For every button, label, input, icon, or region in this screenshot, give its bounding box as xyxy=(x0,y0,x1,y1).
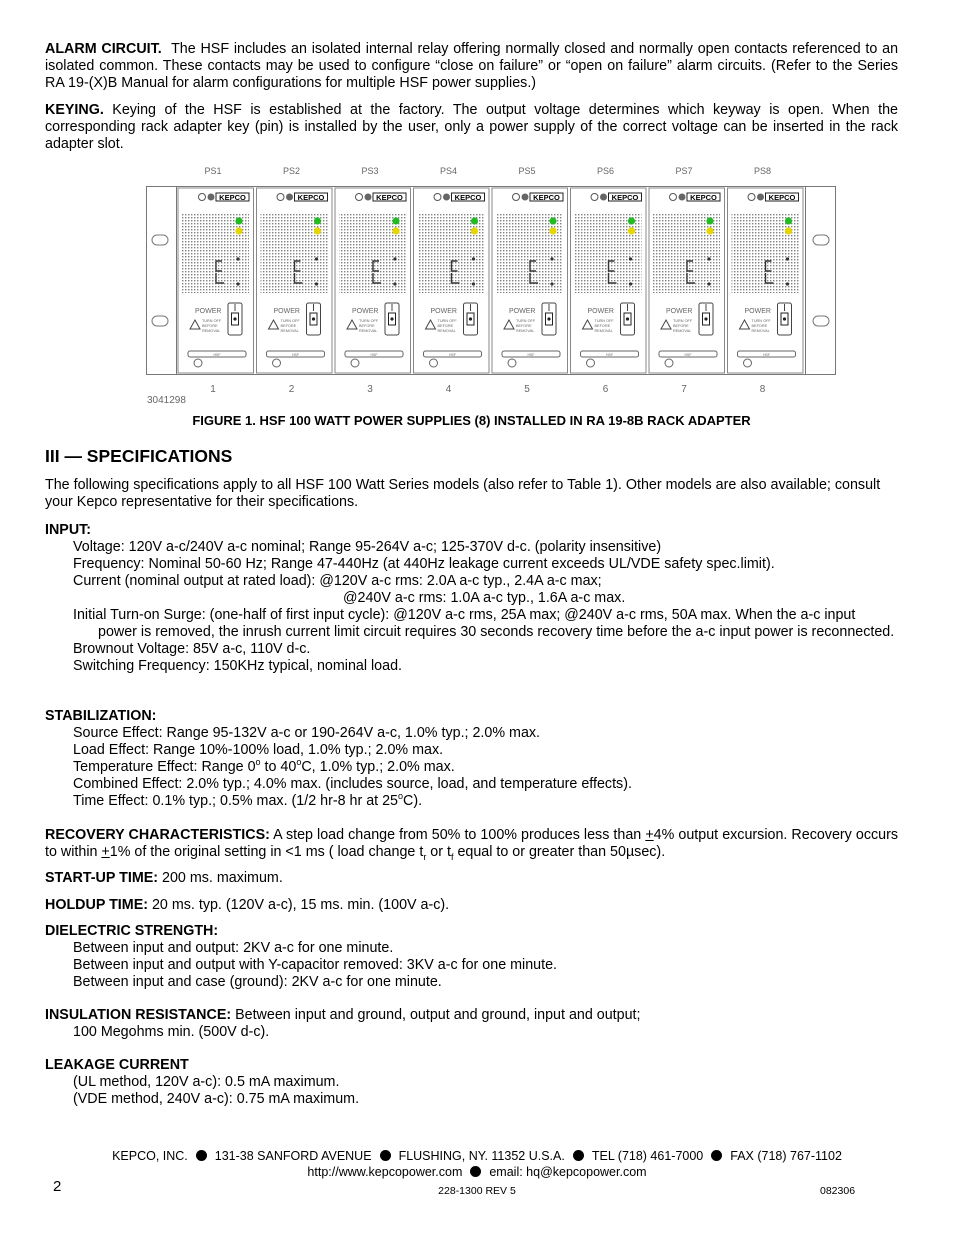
stabilization-combined: Combined Effect: 2.0% typ.; 4.0% max. (includes source, load, and temperature effects). xyxy=(73,776,632,792)
switch-dot-icon xyxy=(783,317,786,320)
input-brownout: Brownout Voltage: 85V a-c, 110V d-c. xyxy=(73,641,311,657)
led-yellow-icon xyxy=(549,227,556,234)
adjust-screw-icon xyxy=(472,282,475,285)
keying-paragraph xyxy=(45,102,898,153)
led-yellow-icon xyxy=(628,227,635,234)
warning-text: REMOVAL xyxy=(359,329,378,333)
input-voltage: Voltage: 120V a-c/240V a-c nominal; Range 95-264V a-c; 125-370V d-c. (polarity insensitive) xyxy=(73,539,662,555)
bullet-icon xyxy=(196,1150,207,1161)
alarm-circuit-paragraph xyxy=(45,41,898,92)
adjust-screw-icon xyxy=(550,257,553,260)
startup-heading: START-UP TIME: xyxy=(45,870,159,886)
model-tag: HSF xyxy=(684,353,692,357)
adjust-screw-icon xyxy=(315,257,318,260)
insulation-spec: INSULATION RESISTANCE: Between input and ground, output and ground, input and output; 100 Megohms min. (500V d-c). xyxy=(45,1007,898,1041)
brand-label: KEPCO xyxy=(533,193,560,202)
input-surge: Initial Turn-on Surge: (one-half of first input cycle): @120V a-c rms, 25A max; @240V a-c rms, 50A max. When the a-c input power is removed, the inrush current limit circuit requires 30 seconds recovery time before the a-c input power is reconnected. xyxy=(73,607,895,640)
alarm-heading: ALARM CIRCUIT. xyxy=(45,41,162,57)
warning-text: TURN OFF xyxy=(202,319,222,323)
bullet-icon xyxy=(573,1150,584,1161)
adjust-screw-icon xyxy=(707,257,710,260)
slot-number: 7 xyxy=(681,384,687,395)
model-tag: HSF xyxy=(292,353,299,357)
section-intro: The following specifications apply to all HSF 100 Watt Series models (also refer to Table 1). Other models are also available; consult your Kepco representative for their specifications. xyxy=(45,477,881,510)
slot-label: PS1 xyxy=(204,166,222,176)
insulation-heading: INSULATION RESISTANCE: xyxy=(45,1007,232,1023)
led-green-icon xyxy=(706,217,713,224)
slot-label: PS3 xyxy=(361,166,379,176)
adjust-screw-icon xyxy=(786,282,789,285)
warning-text: REMOVAL xyxy=(751,329,770,333)
adjust-screw-icon xyxy=(707,282,710,285)
model-tag: HSF xyxy=(606,353,613,357)
model-tag: HSF xyxy=(213,353,221,357)
kepco-logo-icon xyxy=(522,194,529,201)
brand-label: KEPCO xyxy=(219,193,246,202)
slot-number: 8 xyxy=(759,384,766,395)
led-yellow-icon xyxy=(471,227,478,234)
model-tag: HSF xyxy=(449,353,456,357)
switch-dot-icon xyxy=(704,317,707,320)
slot-number: 4 xyxy=(445,384,452,395)
power-supply-module xyxy=(571,166,647,395)
page-number: 2 xyxy=(53,1178,62,1195)
insulation-line-2: 100 Megohms min. (500V d-c). xyxy=(73,1024,270,1040)
adjust-screw-icon xyxy=(629,282,632,285)
warning-text: REMOVAL xyxy=(280,329,299,333)
model-tag: HSF xyxy=(763,353,770,357)
recovery-spec: RECOVERY CHARACTERISTICS: A step load change from 50% to 100% produces less than +4% output excursion. Recovery occurs to within +1% of the original setting in <1 ms ( load change $t_r$ or $t_f$ equal to or greater than 50µsec). xyxy=(45,827,898,862)
input-frequency: Frequency: Nominal 50-60 Hz; Range 47-440Hz (at 440Hz leakage current exceeds UL/VDE safety spec.limit). xyxy=(73,556,775,572)
led-green-icon xyxy=(314,217,321,224)
kepco-logo-icon xyxy=(757,194,764,201)
input-current-2: @240V a-c rms: 1.0A a-c typ., 1.6A a-c max. xyxy=(343,590,626,606)
power-supply-module xyxy=(335,166,411,395)
slot-label: PS2 xyxy=(282,166,301,176)
power-supply-module xyxy=(649,166,725,395)
power-label: POWER xyxy=(195,308,222,315)
brand-label: KEPCO xyxy=(376,193,403,202)
stabilization-temperature: Temperature Effect: Range 0$^o$ to 40$^o$C, 1.0% typ.; 2.0% max. xyxy=(73,757,455,775)
brand-label: KEPCO xyxy=(768,193,796,202)
keying-heading: KEYING. xyxy=(45,102,104,118)
power-label: POWER xyxy=(666,308,693,315)
figure-caption: FIGURE 1. HSF 100 WATT POWER SUPPLIES (8) INSTALLED IN RA 19-8B RACK ADAPTER xyxy=(192,413,751,428)
slot-label: PS8 xyxy=(753,166,772,176)
bullet-icon xyxy=(711,1150,722,1161)
slot-label: PS5 xyxy=(518,166,536,176)
doc-number: 228-1300 REV 5 xyxy=(438,1185,516,1197)
adjust-screw-icon xyxy=(393,257,396,260)
warning-text: TURN OFF xyxy=(359,319,379,323)
led-yellow-icon xyxy=(785,227,792,234)
model-tag: HSF xyxy=(370,353,378,357)
footer-email-link[interactable]: email: hq@kepcopower.com xyxy=(489,1165,647,1179)
warning-text: TURN OFF xyxy=(280,319,300,323)
adjust-screw-icon xyxy=(472,257,475,260)
mount-hole xyxy=(152,235,168,245)
leakage-heading: LEAKAGE CURRENT xyxy=(45,1057,189,1073)
stabilization-load: Load Effect: Range 10%-100% load, 1.0% typ.; 2.0% max. xyxy=(73,742,444,758)
power-label: POWER xyxy=(509,308,536,315)
power-label: POWER xyxy=(744,308,771,315)
section-title: III — SPECIFICATIONS xyxy=(45,446,233,466)
warning-text: REMOVAL xyxy=(594,329,613,333)
led-green-icon xyxy=(549,217,556,224)
slot-label: PS7 xyxy=(675,166,693,176)
date-code: 082306 xyxy=(820,1185,856,1197)
footer-tel: TEL (718) 461-7000 xyxy=(591,1149,704,1163)
power-label: POWER xyxy=(273,308,300,315)
footer-web-line xyxy=(0,1164,954,1181)
footer-contact-line xyxy=(0,1148,954,1165)
kepco-logo-icon xyxy=(679,194,686,201)
brand-label: KEPCO xyxy=(690,193,717,202)
mount-hole xyxy=(152,316,168,326)
rack-adapter-figure xyxy=(146,163,836,409)
stabilization-heading: STABILIZATION: xyxy=(45,708,157,724)
input-heading: INPUT: xyxy=(45,522,92,538)
warning-text: TURN OFF xyxy=(673,319,693,323)
footer-web-link[interactable]: http://www.kepcopower.com xyxy=(307,1165,463,1179)
dielectric-line-3: Between input and case (ground): 2KV a-c for one minute. xyxy=(73,974,442,990)
stabilization-source: Source Effect: Range 95-132V a-c or 190-264V a-c, 1.0% typ.; 2.0% max. xyxy=(73,725,541,741)
power-label: POWER xyxy=(587,308,614,315)
led-green-icon xyxy=(628,217,635,224)
kepco-logo-icon xyxy=(600,194,607,201)
switch-dot-icon xyxy=(312,317,315,320)
dielectric-line-1: Between input and output: 2KV a-c for one minute. xyxy=(73,940,394,956)
slot-number: 3 xyxy=(367,384,373,395)
led-green-icon xyxy=(235,217,242,224)
part-number: 3041298 xyxy=(147,395,186,406)
warning-text: TURN OFF xyxy=(437,319,457,323)
warning-text: REMOVAL xyxy=(673,329,692,333)
footer-company: KEPCO, INC. xyxy=(112,1149,188,1163)
power-label: POWER xyxy=(352,308,379,315)
adjust-screw-icon xyxy=(236,282,239,285)
switch-dot-icon xyxy=(390,317,393,320)
holdup-spec: HOLDUP TIME: 20 ms. typ. (120V a-c), 15 ms. min. (100V a-c). xyxy=(45,897,450,913)
brand-label: KEPCO xyxy=(611,193,639,202)
adjust-screw-icon xyxy=(393,282,396,285)
dielectric-heading: DIELECTRIC STRENGTH: xyxy=(45,923,219,939)
power-supply-module xyxy=(492,166,568,395)
input-spec xyxy=(45,522,898,675)
alarm-text: The HSF includes an isolated internal relay offering normally closed and normally open contacts referenced to an isolated common. These contacts may be used to configure “close on failure” or “open on failure” alarm circuits. (Refer to the Series RA 19-(X)B Manual for alarm configurations for multiple HSF power supplies.) xyxy=(45,41,899,91)
mount-hole xyxy=(813,316,829,326)
adjust-screw-icon xyxy=(550,282,553,285)
led-yellow-icon xyxy=(235,227,242,234)
startup-spec: START-UP TIME: 200 ms. maximum. xyxy=(45,870,283,886)
brand-label: KEPCO xyxy=(454,193,482,202)
kepco-logo-icon xyxy=(443,194,450,201)
switch-dot-icon xyxy=(547,317,550,320)
slot-number: 6 xyxy=(602,384,609,395)
recovery-heading: RECOVERY CHARACTERISTICS: xyxy=(45,827,270,843)
slot-number: 5 xyxy=(524,384,530,395)
stabilization-spec xyxy=(45,708,898,810)
power-supply-module xyxy=(728,166,804,395)
footer-address: 131-38 SANFORD AVENUE xyxy=(214,1149,372,1163)
led-green-icon xyxy=(392,217,399,224)
warning-text: TURN OFF xyxy=(751,319,771,323)
adjust-screw-icon xyxy=(315,282,318,285)
led-yellow-icon xyxy=(392,227,399,234)
input-current-1: Current (nominal output at rated load): @120V a-c rms: 2.0A a-c typ., 2.4A a-c max; xyxy=(73,573,602,589)
warning-text: REMOVAL xyxy=(437,329,456,333)
leakage-spec xyxy=(45,1057,898,1108)
rack-adapter-drawing xyxy=(146,163,836,409)
brand-label: KEPCO xyxy=(297,193,325,202)
power-supply-module xyxy=(257,166,333,395)
warning-text: REMOVAL xyxy=(202,329,221,333)
warning-text: BEFORE xyxy=(594,324,611,328)
warning-text: BEFORE xyxy=(280,324,297,328)
switch-dot-icon xyxy=(233,317,236,320)
led-yellow-icon xyxy=(314,227,321,234)
led-green-icon xyxy=(471,217,478,224)
kepco-logo-icon xyxy=(208,194,215,201)
slot-label: PS4 xyxy=(439,166,458,176)
leakage-line-2: (VDE method, 240V a-c): 0.75 mA maximum. xyxy=(73,1091,360,1107)
bullet-icon xyxy=(380,1150,391,1161)
keying-text: Keying of the HSF is established at the factory. The output voltage determines which keyway is open. When the corresponding rack adapter key (pin) is installed by the user, only a power supply of the correct voltage can be inserted in the rack adapter slot. xyxy=(45,102,898,152)
led-yellow-icon xyxy=(706,227,713,234)
warning-text: REMOVAL xyxy=(516,329,535,333)
warning-text: BEFORE xyxy=(437,324,454,328)
dielectric-spec xyxy=(45,923,898,991)
slot-label: PS6 xyxy=(596,166,615,176)
power-label: POWER xyxy=(430,308,457,315)
input-switching: Switching Frequency: 150KHz typical, nominal load. xyxy=(73,658,402,674)
slot-number: 2 xyxy=(288,384,295,395)
adjust-screw-icon xyxy=(786,257,789,260)
warning-text: TURN OFF xyxy=(516,319,536,323)
warning-text: BEFORE xyxy=(359,324,375,328)
warning-text: BEFORE xyxy=(673,324,689,328)
kepco-logo-icon xyxy=(365,194,372,201)
warning-text: BEFORE xyxy=(751,324,768,328)
adjust-screw-icon xyxy=(629,257,632,260)
footer-fax: FAX (718) 767-1102 xyxy=(730,1149,842,1163)
leakage-line-1: (UL method, 120V a-c): 0.5 mA maximum. xyxy=(73,1074,340,1090)
footer-city: FLUSHING, NY. 11352 U.S.A. xyxy=(398,1149,565,1163)
slot-number: 1 xyxy=(210,384,216,395)
dielectric-line-2: Between input and output with Y-capacitor removed: 3KV a-c for one minute. xyxy=(73,957,557,973)
led-green-icon xyxy=(785,217,792,224)
kepco-logo-icon xyxy=(286,194,293,201)
model-tag: HSF xyxy=(527,353,535,357)
switch-dot-icon xyxy=(626,317,629,320)
power-supply-module xyxy=(178,166,254,395)
holdup-heading: HOLDUP TIME: xyxy=(45,897,148,913)
adjust-screw-icon xyxy=(236,257,239,260)
switch-dot-icon xyxy=(469,317,472,320)
mount-hole xyxy=(813,235,829,245)
stabilization-time: Time Effect: 0.1% typ.; 0.5% max. (1/2 hr-8 hr at 25$^o$C). xyxy=(73,791,423,809)
warning-text: BEFORE xyxy=(516,324,532,328)
bullet-icon xyxy=(470,1166,481,1177)
warning-text: TURN OFF xyxy=(594,319,614,323)
power-supply-module xyxy=(414,166,490,395)
warning-text: BEFORE xyxy=(202,324,218,328)
